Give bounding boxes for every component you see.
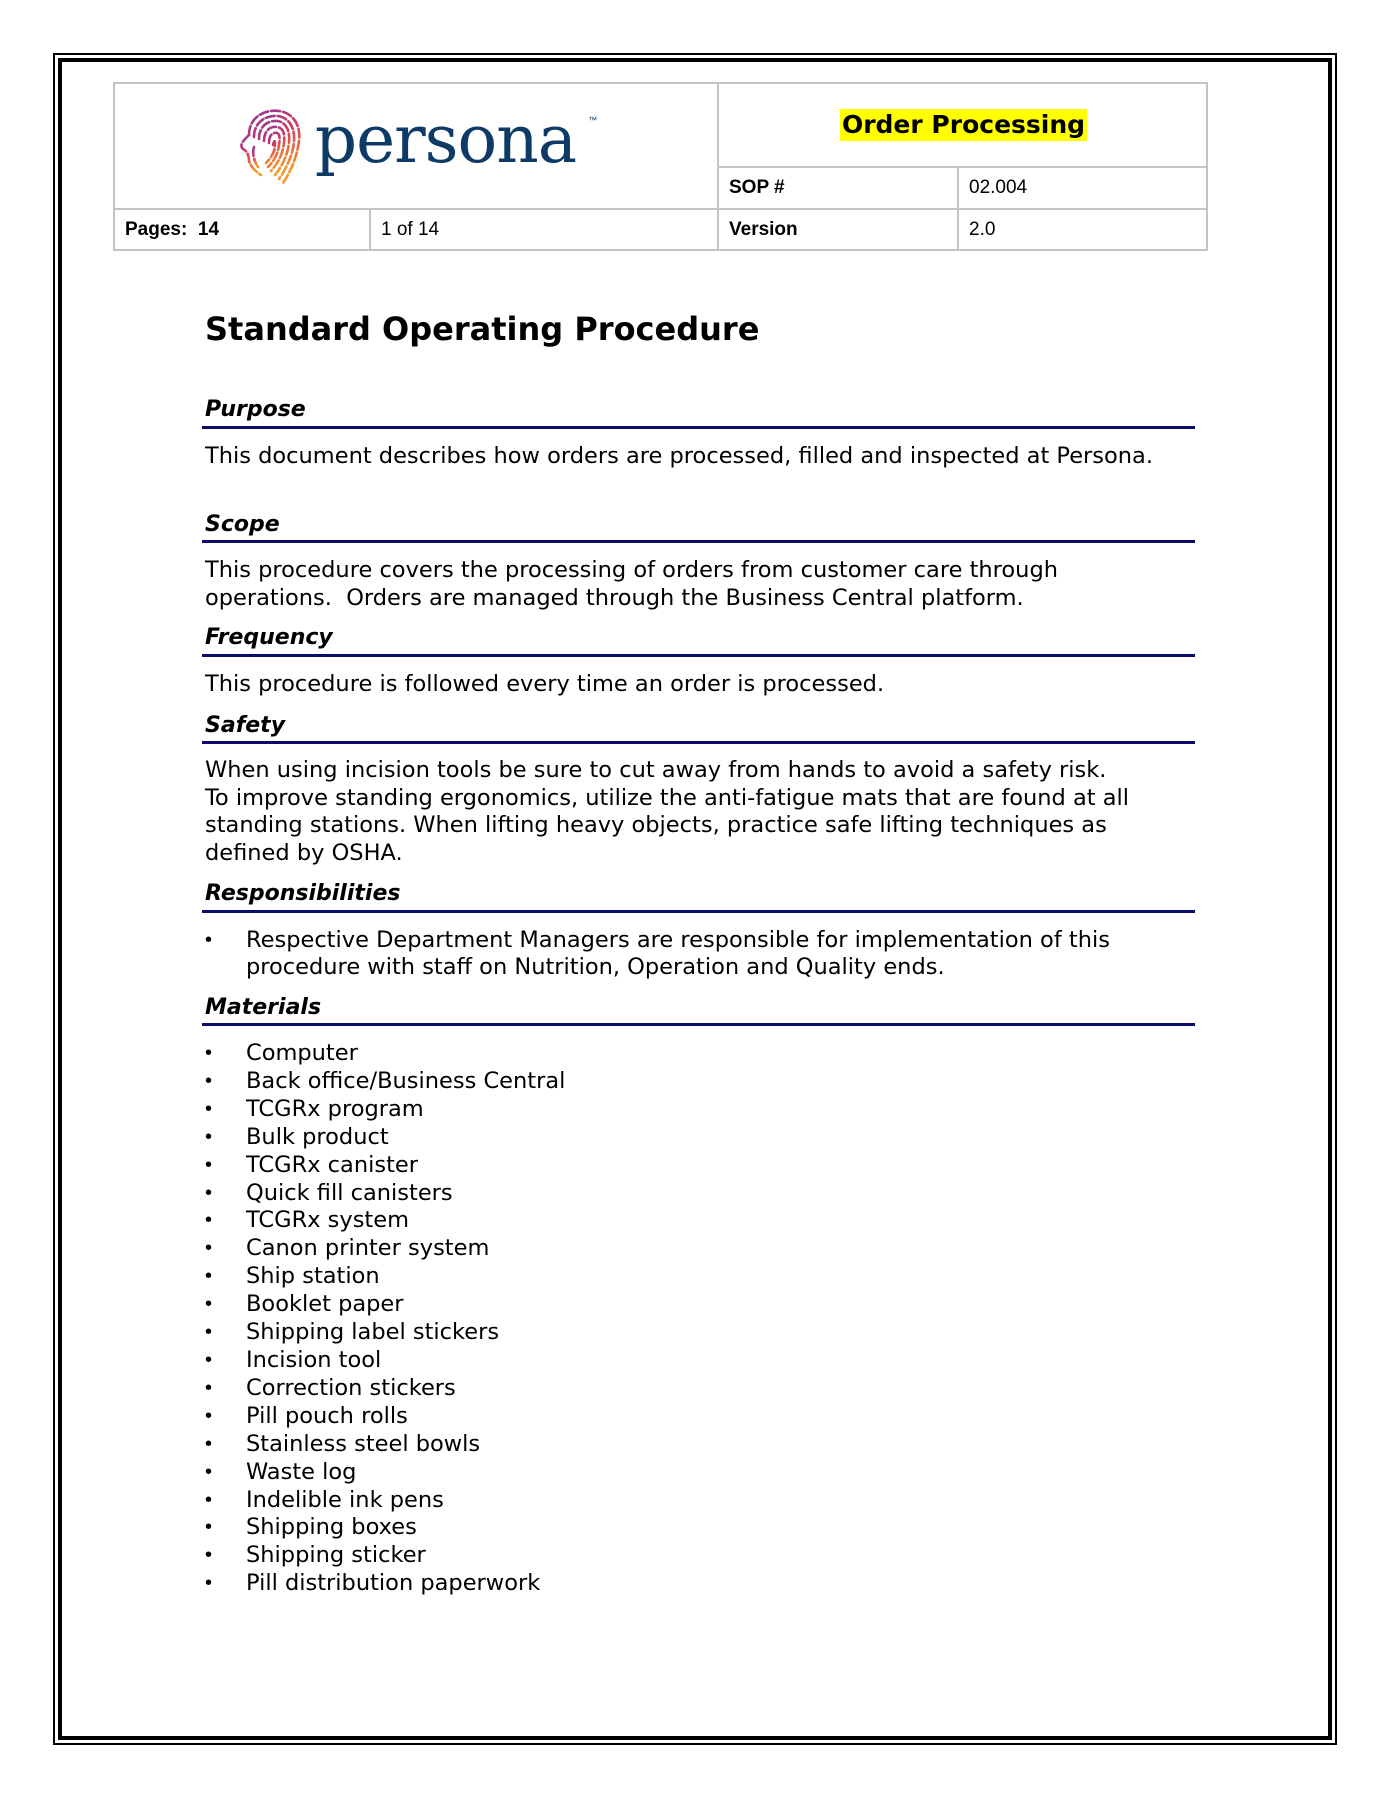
list-item — [205, 1068, 565, 1096]
bullet-icon: • — [205, 1544, 213, 1567]
bullet-icon: • — [205, 1209, 213, 1232]
bullet-icon: • — [205, 1153, 213, 1176]
text-line: When using incision tools be sure to cut away from hands to avoid a safety risk. — [205, 757, 1107, 783]
bullet-icon: • — [205, 929, 213, 951]
section-rule — [202, 910, 1195, 913]
material-item: Bulk product — [246, 1123, 389, 1150]
material-item: Computer — [246, 1040, 358, 1066]
list-item — [205, 927, 1110, 981]
text-line: procedure with staff on Nutrition, Operation and Quality ends. — [246, 954, 945, 980]
section-heading-materials: Materials — [205, 995, 322, 1020]
bullet-icon: • — [205, 1125, 213, 1148]
section-heading-safety: Safety — [205, 713, 286, 738]
list-item — [205, 1180, 565, 1208]
text-line: This procedure is followed every time an order is processed. — [205, 671, 885, 697]
section-heading-frequency: Frequency — [205, 625, 333, 650]
text-line: This procedure covers the processing of orders from customer care through — [205, 557, 1058, 583]
material-item: Shipping sticker — [246, 1542, 426, 1569]
list-item — [205, 1235, 565, 1263]
text-line: operations. Orders are managed through the Business Central platform. — [205, 584, 1024, 611]
list-item — [205, 1263, 565, 1291]
safety-text — [205, 757, 1129, 867]
pages-cell — [115, 210, 369, 249]
responsibilities-list — [205, 927, 1110, 981]
text-line: This document describes how orders are processed, filled and inspected at Persona. — [205, 443, 1153, 469]
section-heading-purpose: Purpose — [205, 397, 306, 422]
material-item: TCGRx system — [246, 1207, 410, 1234]
material-item: Back office/Business Central — [246, 1067, 566, 1094]
bullet-icon: • — [205, 1488, 213, 1511]
material-item: Stainless steel bowls — [246, 1430, 481, 1457]
bullet-icon: • — [205, 1516, 213, 1539]
section-rule — [202, 540, 1195, 543]
bullet-icon: • — [205, 1321, 213, 1344]
material-item: Ship station — [246, 1263, 380, 1290]
frequency-text — [205, 671, 884, 699]
bullet-icon: • — [205, 1348, 213, 1371]
section-rule — [202, 654, 1195, 657]
list-item — [205, 1459, 565, 1487]
list-item — [205, 1375, 565, 1403]
material-item: Shipping label stickers — [246, 1319, 500, 1346]
list-item — [205, 1207, 565, 1235]
list-item — [205, 1124, 565, 1152]
fingerprint-head-icon — [235, 105, 305, 187]
material-item: Booklet paper — [246, 1291, 404, 1318]
document-title: Standard Operating Procedure — [205, 310, 760, 348]
pages-value: 14 — [197, 218, 220, 240]
text-line: standing stations. When lifting heavy objects, practice safe lifting techniques as — [205, 812, 1107, 839]
bullet-icon: • — [205, 1265, 213, 1288]
version-value: 2.0 — [969, 218, 996, 240]
list-item — [205, 1040, 565, 1068]
section-rule — [202, 1023, 1195, 1026]
sop-label: SOP # — [729, 177, 785, 198]
material-item: Incision tool — [246, 1346, 382, 1373]
list-item — [205, 1291, 565, 1319]
bullet-icon: • — [205, 1293, 213, 1316]
version-label: Version — [729, 218, 798, 240]
list-item — [205, 1514, 565, 1542]
scope-text — [205, 557, 1058, 612]
section-heading-scope: Scope — [205, 512, 280, 537]
section-heading-responsibilities: Responsibilities — [205, 881, 401, 906]
purpose-text — [205, 443, 1153, 471]
bullet-icon: • — [205, 1097, 213, 1120]
section-rule — [202, 741, 1195, 744]
bullet-icon: • — [205, 1237, 213, 1260]
list-item — [205, 1319, 565, 1347]
list-item — [205, 1152, 565, 1180]
page-number: 1 of 14 — [381, 218, 440, 240]
list-item — [205, 1570, 565, 1598]
list-item — [205, 1487, 565, 1515]
title-cell — [719, 84, 1208, 166]
version-label-cell — [719, 210, 957, 249]
sop-value-cell — [959, 168, 1208, 208]
page-number-cell — [371, 210, 717, 249]
logo-wordmark: persona — [314, 101, 577, 178]
text-line: defined by OSHA. — [205, 839, 403, 866]
bullet-icon: • — [205, 1572, 213, 1595]
sop-label-cell — [719, 168, 957, 208]
bullet-icon: • — [205, 1404, 213, 1427]
list-item — [205, 1096, 565, 1124]
material-item: Quick fill canisters — [246, 1179, 453, 1206]
bullet-icon: • — [205, 1069, 213, 1092]
material-item: Canon printer system — [246, 1235, 490, 1262]
list-item — [205, 1403, 565, 1431]
material-item: Correction stickers — [246, 1374, 456, 1401]
text-line: Respective Department Managers are responsible for implementation of this — [246, 927, 1110, 953]
bullet-icon: • — [205, 1432, 213, 1455]
logo-cell — [115, 84, 717, 208]
material-item: Pill distribution paperwork — [246, 1570, 541, 1597]
material-item: TCGRx canister — [246, 1151, 418, 1178]
bullet-icon: • — [205, 1181, 213, 1204]
material-item: Waste log — [246, 1458, 357, 1485]
list-item — [205, 1431, 565, 1459]
header-table — [113, 82, 1208, 251]
list-item — [205, 1542, 565, 1570]
text-line: To improve standing ergonomics, utilize the anti-fatigue mats that are found at all — [205, 784, 1130, 811]
list-item — [205, 1347, 565, 1375]
material-item: Pill pouch rolls — [246, 1402, 408, 1429]
material-item: Indelible ink pens — [246, 1486, 444, 1513]
material-item: TCGRx program — [246, 1095, 424, 1122]
bullet-icon: • — [205, 1460, 213, 1483]
sop-title: Order Processing — [841, 110, 1086, 139]
material-item: Shipping boxes — [246, 1514, 417, 1541]
bullet-icon: • — [205, 1376, 213, 1399]
persona-logo — [235, 101, 598, 187]
trademark-symbol: ™ — [588, 115, 598, 125]
materials-list — [205, 1040, 565, 1598]
section-rule — [202, 426, 1195, 429]
pages-label: Pages: — [125, 218, 188, 240]
version-value-cell — [959, 210, 1208, 249]
bullet-icon: • — [205, 1042, 213, 1064]
sop-value: 02.004 — [969, 177, 1028, 198]
